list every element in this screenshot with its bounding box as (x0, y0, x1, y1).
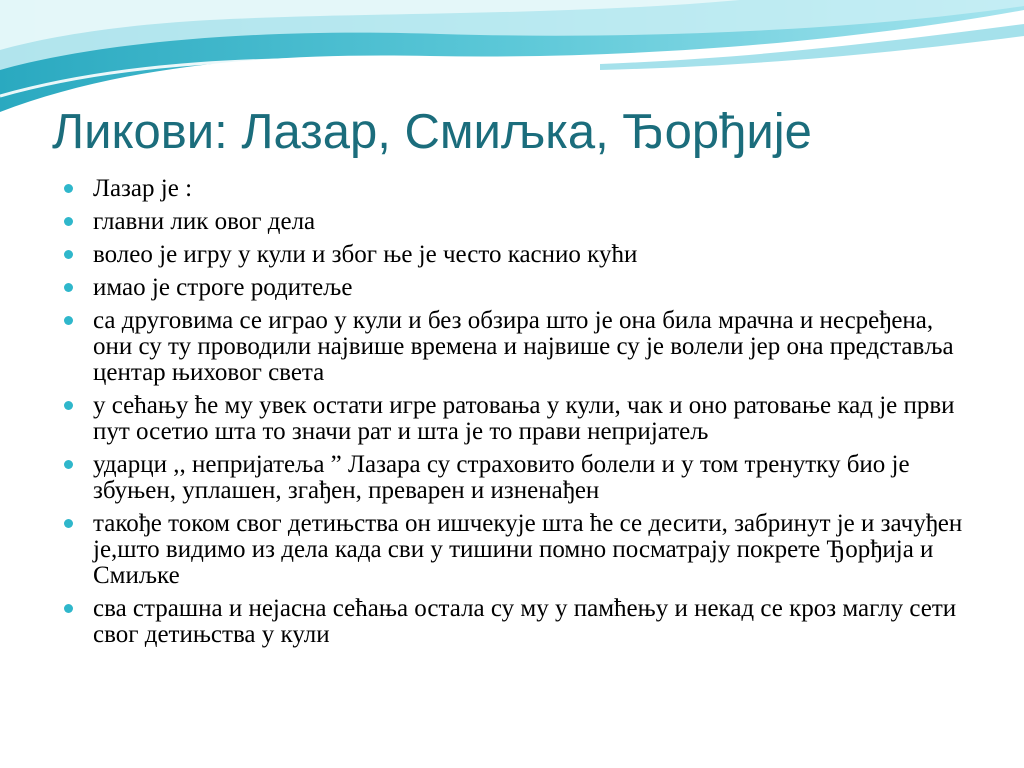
bullet-icon (64, 316, 73, 325)
bullet-icon (64, 283, 73, 292)
bullet-icon (64, 184, 73, 193)
bullet-icon (64, 519, 73, 528)
list-item (64, 452, 964, 504)
list-item (64, 511, 964, 589)
bullet-text: главни лик овог дела (93, 208, 316, 235)
bullet-text: Лазар је : (93, 175, 193, 202)
list-item (64, 308, 964, 386)
list-item (64, 209, 964, 235)
list-item (64, 242, 964, 268)
bullet-icon (64, 604, 73, 613)
bullet-icon (64, 401, 73, 410)
bullet-text: сва страшна и нејасна сећања остала су му у памћењу и некад се кроз маглу сети свог детињства у кули (93, 595, 957, 648)
bullet-text: такође током свог детињства он ишчекује шта ће се десити, забринут је и зачуђен је,што видимо из дела када сви у тишини помно посматрају покрете Ђорђија и Смиљке (93, 510, 963, 589)
bullet-icon (64, 217, 73, 226)
bullet-text: ударци ,, непријатеља ” Лазара су страховито болели и у том тренутку био је збуњен, уплашен, згађен, преварен и изненађен (93, 451, 910, 504)
bullet-text: у сећању ће му увек остати игре ратовања у кули, чак и оно ратовање кад је први пут осетио шта то значи рат и шта је то прави непријатељ (93, 392, 955, 445)
bullet-text: волео је игру у кули и због ње је често каснио кући (93, 241, 638, 268)
bullet-text: имао је строге родитеље (93, 274, 353, 301)
slide-title: Ликови: Лазар, Смиљка, Ђорђије (52, 105, 812, 159)
bullet-icon (64, 250, 73, 259)
bullet-list (64, 176, 964, 655)
list-item (64, 596, 964, 648)
bullet-icon (64, 460, 73, 469)
list-item (64, 393, 964, 445)
list-item (64, 275, 964, 301)
bullet-text: са друговима се играо у кули и без обзира што је она била мрачна и несређена, они су ту проводили највише времена и највише су је волели јер она представља центар њиховог света (93, 307, 954, 386)
list-item (64, 176, 964, 202)
